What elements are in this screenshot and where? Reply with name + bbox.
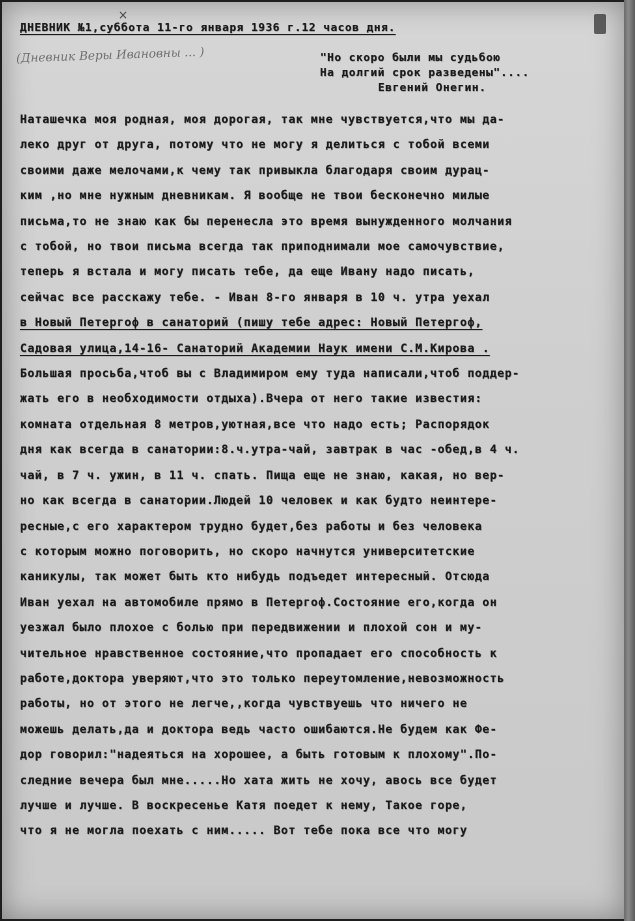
page-edge-shadow — [624, 0, 635, 921]
body-line: дня как всегда в санатории:8.ч.утра-чай, завтрак в час -обед,в 4 ч. — [20, 442, 520, 457]
body-line: с тобой, но твои письма всегда так приподнимали мое самочувствие, — [20, 239, 505, 254]
body-line: уезжал было плохое с болью при передвижении и плохой сон и му- — [20, 620, 483, 635]
handwritten-check-mark: × — [118, 8, 129, 22]
epigraph-line-2: На долгий срок разведены".... — [320, 66, 530, 79]
body-line: ким ,но мне нужным дневникам. Я вообще не твои бесконечно милые — [20, 188, 490, 203]
body-line: работе,доктора уверяют,что это только переутомление,невозможность — [20, 670, 505, 685]
body-line: ресные,с его характером трудно будет,без работы и без человека — [20, 518, 483, 533]
body-line-address: Садовая улица,14-16- Санаторий Академии Наук имени С.М.Кирова . — [20, 340, 490, 355]
body-line: следние вечера был мне.....Но хата жить не хочу, авось все будет — [20, 772, 498, 787]
epigraph-line-1: "Но скоро были мы судьбою — [320, 51, 501, 64]
epigraph-author: Евгений Онегин. — [378, 81, 487, 94]
body-line: каникулы, так может быть кто нибудь подъедет интересный. Отсюда — [20, 569, 490, 584]
body-line: своими даже мелочами,к чему так привыкла благодаря своим дурац- — [20, 162, 490, 177]
body-line: теперь я встала и могу писать тебе, да еще Ивану надо писать, — [20, 264, 475, 279]
body-line-address: в Новый Петергоф в санаторий (пишу тебе адрес: Новый Петергоф, — [20, 315, 483, 330]
body-line: сейчас все расскажу тебе. - Иван 8-го января в 10 ч. утра уехал — [20, 289, 490, 304]
punch-hole-mark — [594, 14, 606, 34]
body-line: Иван уехал на автомобиле прямо в Петергоф.Состояние его,когда он — [20, 594, 498, 609]
body-line: письма,то не знаю как бы перенесла это время вынужденного молчания — [20, 213, 513, 228]
body-line: чай, в 7 ч. ужин, в 11 ч. спать. Пища еще не знаю, какая, но вер- — [20, 467, 505, 482]
body-line: чительное нравственное состояние,что пропадает его способность к — [20, 645, 498, 660]
body-line: Большая просьба,чтоб вы с Владимиром ему туда написали,чтоб поддер- — [20, 366, 520, 381]
body-line: с которым можно поговорить, но скоро начнутся университетские — [20, 543, 475, 558]
epigraph — [320, 50, 529, 95]
body-line: работы, но от этого не легче,,когда чувствуешь что ничего не — [20, 696, 468, 711]
body-line: Наташечка моя родная, моя дорогая, так мне чувствуется,что мы да- — [20, 112, 505, 126]
body-line: леко друг от друга, потому что не могу я делиться с тобой всеми — [20, 137, 490, 152]
body-line: но как всегда в санатории.Людей 10 человек и как будто неинтере- — [20, 493, 498, 508]
body-line: лучше и лучше. В воскресенье Катя поедет к нему, Такое горе, — [20, 797, 468, 812]
handwritten-margin-note: (Дневник Веры Ивановны ... ) — [15, 44, 205, 66]
body-line: комната отдельная 8 метров,уютная,все что надо есть; Распорядок — [20, 416, 490, 431]
diary-header: ДНЕВНИК №1,суббота 11-го января 1936 г.12 часов дня. — [20, 21, 396, 34]
body-line: что я не могла поехать с ним..... Вот тебе пока все что могу — [20, 823, 468, 838]
body-line: жать его в необходимости отдыха).Вчера от него такие известия: — [20, 391, 483, 406]
body-line: дор говорил:"надеяться на хорошее, а быть готовым к плохому".По- — [20, 747, 498, 762]
letter-body — [20, 107, 520, 844]
body-line: можешь делать,да и доктора ведь часто ошибаются.Не будем как Фе- — [20, 721, 498, 736]
document-page — [2, 2, 624, 919]
